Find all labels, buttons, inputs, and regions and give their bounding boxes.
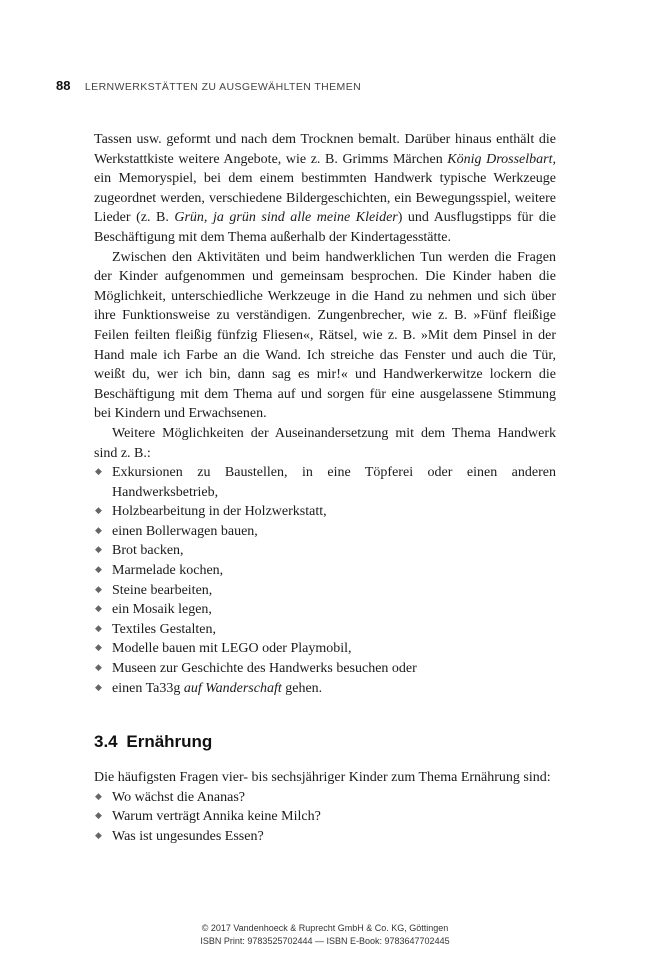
running-title: LERNWERKSTÄTTEN ZU AUSGEWÄHLTEN THEMEN: [84, 81, 362, 93]
copyright-line: © 2017 Vandenhoeck & Ruprecht GmbH & Co. KG, Göttingen: [201, 923, 449, 933]
diamond-bullet-icon: ◆: [95, 623, 102, 634]
list-item: ◆ Modelle bauen mit LEGO oder Playmobil,: [94, 639, 556, 659]
paragraph-1: Tassen usw. geformt und nach dem Trocknen bemalt. Darüber hinaus enthält die Werkstattkiste weitere Angebote, wie z. B. Grimms Märchen König Drosselbart, ein Memoryspiel, bei dem einem bestimmten Handwerk typische Werkzeuge zugeordnet werden, verschiedene Bildergeschichten, ein Bewegungsspiel, weitere Lieder (z. B. Grün, ja grün sind alle meine Kleider) und Ausflugstipps für die Beschäftigung mit dem Thema außerhalb der Kindertagesstätte.: [94, 132, 557, 245]
diamond-bullet-icon: ◆: [95, 565, 102, 576]
section-title: Ernährung: [126, 732, 213, 752]
list-item: ◆ ein Mosaik legen,: [94, 600, 556, 620]
list-item: ◆ Museen zur Geschichte des Handwerks besuchen oder: [94, 659, 556, 679]
isbn-line: ISBN Print: 9783525702444 — ISBN E-Book: 9783647702445: [200, 936, 450, 946]
diamond-bullet-icon: ◆: [95, 545, 102, 556]
list-item: ◆ Textiles Gestalten,: [94, 620, 556, 640]
diamond-bullet-icon: ◆: [95, 643, 102, 654]
section-heading: [94, 732, 556, 752]
diamond-bullet-icon: ◆: [95, 811, 102, 822]
questions-list: [94, 788, 556, 847]
diamond-bullet-icon: ◆: [95, 467, 102, 478]
paragraph-4: Die häufigsten Fragen vier- bis sechsjähriger Kinder zum Thema Ernährung sind:: [94, 770, 551, 786]
list-item: ◆ Steine bearbeiten,: [94, 581, 556, 601]
section-number: 3.4: [94, 732, 118, 752]
page-number: 88: [56, 78, 71, 93]
list-item: ◆ einen Ta33g auf Wanderschaft gehen.: [94, 679, 556, 699]
list-item: ◆ Wo wächst die Ananas?: [94, 788, 556, 808]
list-item: ◆ Holzbearbeitung in der Holzwerkstatt,: [94, 502, 556, 522]
page-footer: [0, 922, 650, 948]
diamond-bullet-icon: ◆: [95, 831, 102, 841]
diamond-bullet-icon: ◆: [95, 663, 102, 674]
page-header: [56, 77, 576, 93]
list-item: ◆ Exkursionen zu Baustellen, in eine Töpferei oder einen anderen Handwerksbetrieb,: [95, 465, 556, 500]
list-item: ◆ Was ist ungesundes Essen?: [94, 827, 556, 847]
diamond-bullet-icon: ◆: [95, 791, 102, 802]
diamond-bullet-icon: ◆: [95, 584, 102, 595]
list-item: ◆ Warum verträgt Annika keine Milch?: [94, 807, 556, 827]
diamond-bullet-icon: ◆: [95, 604, 102, 615]
paragraph-3: Weitere Möglichkeiten der Auseinandersetzung mit dem Thema Handwerk sind z. B.:: [94, 425, 556, 461]
diamond-bullet-icon: ◆: [95, 682, 102, 693]
list-item: ◆ einen Bollerwagen bauen,: [94, 522, 556, 542]
paragraph-2: Zwischen den Aktivitäten und beim handwerklichen Tun werden die Fragen der Kinder aufgenommen und gemeinsam besprochen. Die Kinder haben die Möglichkeit, unterschiedliche Werkzeuge in die Hand zu nehmen und sich über ihre Funktionsweise zu verständigen. Zungenbrecher, wie z. B. »Fünf fleißige Feilen feilten fleißig fünfzig Fliesen«, Rätsel, wie z. B. »Mit dem Pinsel in der Hand male ich Farbe an die Wand. Ich streiche das Fenster und auch die Tür, weißt du, wer ich bin, dann sag es mir!« und Handwerkerwitze lockern die Beschäftigung mit dem Thema auf und sorgen für eine ausgelassene Stimmung bei Kindern und Erwachsenen.: [94, 249, 556, 422]
page-body: [94, 130, 556, 847]
diamond-bullet-icon: ◆: [95, 525, 102, 536]
list-item: ◆ Brot backen,: [94, 541, 556, 561]
list-item: ◆ Marmelade kochen,: [94, 561, 556, 581]
activities-list: [94, 463, 556, 698]
diamond-bullet-icon: ◆: [95, 506, 102, 517]
